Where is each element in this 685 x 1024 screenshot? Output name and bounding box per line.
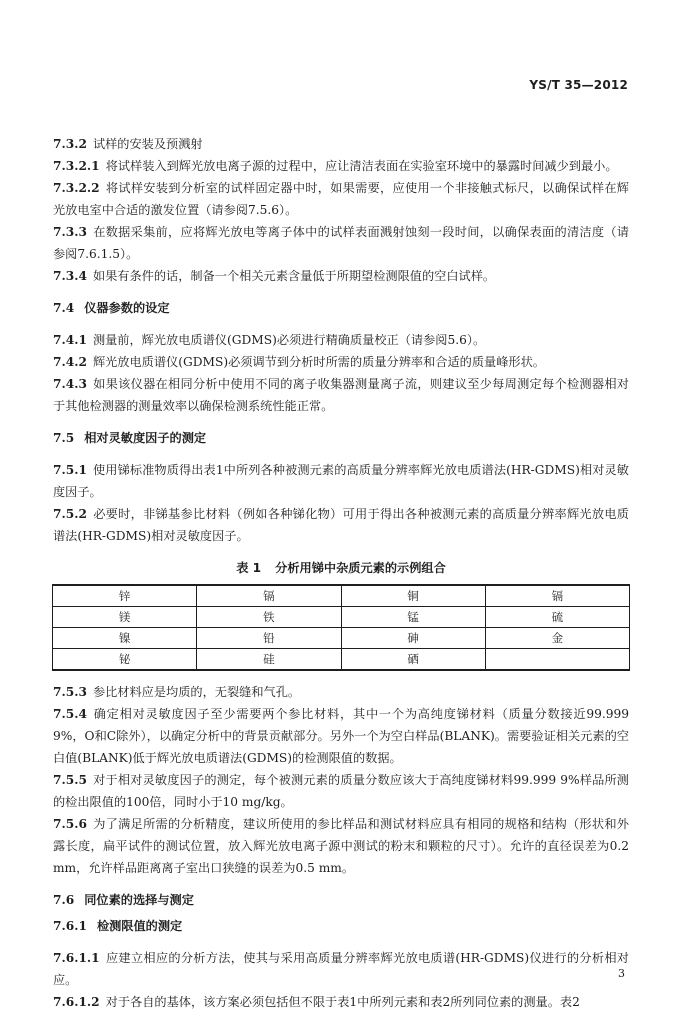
- table-cell: 锰: [341, 607, 485, 628]
- clause-7-5-4: 7.5.4 确定相对灵敏度因子至少需要两个参比材料，其中一个为高纯度锑材料（质量分数接近99.999 9%，O和C除外），以确定分析中的背景贡献部分。另外一个为空白样品(BLANK)。需要验证相关元素的空白值(BLANK)低于辉光放电质谱法(GDMS)的检测限值的数据。: [53, 707, 629, 765]
- table-1-caption: 表 1 分析用锑中杂质元素的示例组合: [236, 561, 446, 575]
- table-row: [53, 607, 630, 628]
- table-cell: 镉: [485, 585, 629, 607]
- table-cell: 锌: [53, 585, 197, 607]
- clause-7-5-5: 7.5.5 对于相对灵敏度因子的测定，每个被测元素的质量分数应该大于高纯度锑材料99.999 9%样品所测的检出限值的100倍，同时小于10 mg/kg。: [53, 773, 629, 809]
- table-row: [53, 585, 630, 607]
- table-row: [53, 649, 630, 671]
- table-row: [53, 628, 630, 649]
- table-cell: [485, 649, 629, 671]
- table-cell: 镁: [53, 607, 197, 628]
- section-7-6-heading: 7.6 同位素的选择与测定: [53, 893, 194, 907]
- clause-7-6-1-1: 7.6.1.1 应建立相应的分析方法，使其与采用高质量分辨率辉光放电质谱(HR-GDMS)仪进行的分析相对应。: [53, 951, 629, 987]
- table-cell: 铅: [197, 628, 341, 649]
- clause-7-3-2-2: 7.3.2.2 将试样安装到分析室的试样固定器中时，如果需要，应使用一个非接触式标尺，以确保试样在辉光放电室中合适的激发位置（请参阅7.5.6）。: [53, 181, 629, 217]
- table-cell: 镍: [53, 628, 197, 649]
- clause-7-5-1: 7.5.1 使用锑标准物质得出表1中所列各种被测元素的高质量分辨率辉光放电质谱法(HR-GDMS)相对灵敏度因子。: [53, 463, 629, 499]
- section-7-3-2-heading: 7.3.2 试样的安装及预溅射: [53, 137, 203, 151]
- clause-7-4-3: 7.4.3 如果该仪器在相同分析中使用不同的离子收集器测量离子流，则建议至少每周测定每个检测器相对于其他检测器的测量效率以确保检测系统性能正常。: [53, 377, 629, 413]
- table-cell: 铋: [53, 649, 197, 671]
- clause-7-3-3: 7.3.3 在数据采集前，应将辉光放电等离子体中的试样表面溅射蚀刻一段时间，以确保表面的清洁度（请参阅7.6.1.5）。: [53, 225, 629, 261]
- clause-7-5-2: 7.5.2 必要时，非锑基参比材料（例如各种锑化物）可用于得出各种被测元素的高质量分辨率辉光放电质谱法(HR-GDMS)相对灵敏度因子。: [53, 507, 629, 543]
- clause-7-5-6: 7.5.6 为了满足所需的分析精度，建议所使用的参比样品和测试材料应具有相同的规格和结构（形状和外露长度，扁平试件的测试位置，放入辉光放电离子源中测试的粉末和颗粒的尺寸）。允许的直径误差为0.2 mm，允许样品距离离子室出口狭缝的误差为0.5 mm。: [53, 817, 629, 875]
- table-cell: 镉: [197, 585, 341, 607]
- table-cell: 砷: [341, 628, 485, 649]
- section-7-5-heading: 7.5 相对灵敏度因子的测定: [53, 431, 207, 445]
- table-cell: 铜: [341, 585, 485, 607]
- table-cell: 金: [485, 628, 629, 649]
- clause-7-3-2-1: 7.3.2.1 将试样装入到辉光放电离子源的过程中，应让清洁表面在实验室环境中的暴露时间减少到最小。: [53, 159, 618, 173]
- table-cell: 铁: [197, 607, 341, 628]
- section-7-6-1-heading: 7.6.1 检测限值的测定: [53, 919, 183, 933]
- clause-7-5-3: 7.5.3 参比材料应是均质的，无裂缝和气孔。: [53, 685, 301, 699]
- table-cell: 硒: [341, 649, 485, 671]
- table-cell: 硫: [485, 607, 629, 628]
- clause-7-3-4: 7.3.4 如果有条件的话，制备一个相关元素含量低于所期望检测限值的空白试样。: [53, 269, 496, 283]
- clause-7-4-1: 7.4.1 测量前，辉光放电质谱仪(GDMS)必须进行精确质量校正（请参阅5.6）。: [53, 333, 486, 347]
- section-7-4-heading: 7.4 仪器参数的设定: [53, 301, 170, 315]
- table-cell: 硅: [197, 649, 341, 671]
- clause-7-6-1-2: 7.6.1.2 对于各自的基体，该方案必须包括但不限于表1中所列元素和表2所列同位素的测量。表2: [53, 995, 580, 1009]
- page-number: 3: [618, 967, 625, 980]
- standard-code-header: YS/T 35—2012: [529, 78, 628, 92]
- clause-7-4-2: 7.4.2 辉光放电质谱仪(GDMS)必须调节到分析时所需的质量分辨率和合适的质量峰形状。: [53, 355, 545, 369]
- table-1: [52, 584, 630, 671]
- page-content: [53, 133, 629, 1013]
